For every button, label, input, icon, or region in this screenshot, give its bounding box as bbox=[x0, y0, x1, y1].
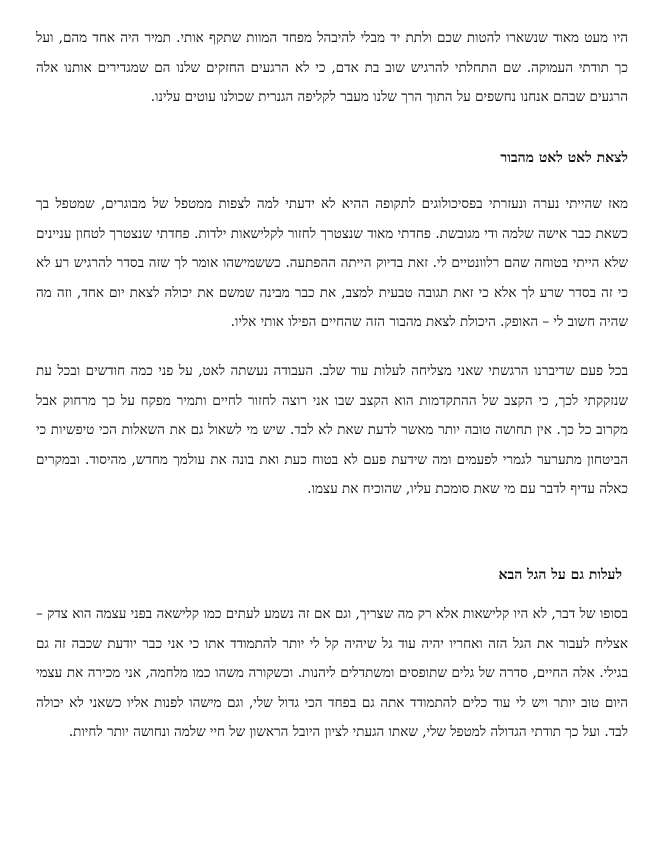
section-heading-1: לצאת לאט לאט מהבור bbox=[500, 150, 628, 166]
body-paragraph-1: היו מעט מאוד שנשארו להטות שכם ולתת יד מבלי להיבהל מפחד המוות שתקף אותי. תמיר היה אחד מהם, ועל כך תודתי העמוקה. שם התחלתי להרגיש שוב בת אדם, כי לא הרגעים החזקים שלנו הם שמגדירים אותנו אלה הרגעים שבהם אנחנו נחשפים על התוך הרך שלנו מעבר לקליפה הגנרית שכולנו עוטים עלינו. bbox=[36, 30, 628, 105]
body-paragraph-3: בכל פעם שדיברנו הרגשתי שאני מצליחה לעלות עוד שלב. העבודה נעשתה לאט, על פני כמה חודשים ובכל עת שנזקקתי לכך, כי הקצב של ההתקדמות הוא הקצב שבו אני רוצה לחזור לחיים ותמיר מפקח על כך מרחוק אבל מקרוב כל כך. אין תחושה טובה יותר מאשר לדעת שאת לא לבד. שיש מי לשאול גם את השאלות הכי טיפשיות כי הביטחון מתערער לגמרי לפעמים ומה שידעת פעם לא בטוח כעת ואת בונה את עולמך מחדש, מהיסוד. ובמקרים כאלה עדיף לדבר עם מי שאת סומכת עליו, שהוכיח את עצמו. bbox=[36, 363, 628, 497]
body-paragraph-4: בסופו של דבר, לא היו קלישאות אלא רק מה שצריך, וגם אם זה נשמע לעתים כמו קלישאה בפני עצמה הוא צדק – אצליח לעבור את הגל הזה ואחריו יהיה עוד גל שיהיה קל לי יותר להתמודד אתו כי אני כבר יודעת שכבה זה גם בגילי. אלה החיים, סדרה של גלים שתופסים ומשתדלים ליהנות. וכשקורה משהו כמו מלחמה, אני מכירה את עצמי היום טוב יותר ויש לי עוד כלים להתמודד אתה גם בפחד הכי גדול שלי, וגם מישהו לפנות אליו כשאני לא יכולה לבד. ועל כך תודתי הגדולה למטפל שלי, שאתו הגעתי לציון היובל הראשון של חיי שלמה ונחושה יותר לחיות. bbox=[36, 606, 628, 740]
section-heading-2: לעלות גם על הגל הבא bbox=[498, 567, 622, 583]
body-paragraph-2: מאז שהייתי נערה ונעזרתי בפסיכולוגים לתקופה ההיא לא ידעתי למה לצפות ממטפל של מבוגרים, שמטפל בך כשאת כבר אישה שלמה ודי מגובשת. פחדתי מאוד שנצטרך לחזור לקלישאות ילדות. פחדתי שנצטרך לטחון עניינים שלא הייתי בטוחה שהם רלוונטיים לי. זאת בדיוק הייתה ההפתעה. כששמישהו אומר לך שזה בסדר להרגיש רע לא כי זה בסדר שרע לך אלא כי זאת תגובה טבעית למצב, את כבר מבינה שמשם את יכולה לצאת יום אחד, וזה מה שהיה חשוב לי – האופק. היכולת לצאת מהבור הזה שהחיים הפילו אותי אליו. bbox=[36, 196, 628, 330]
